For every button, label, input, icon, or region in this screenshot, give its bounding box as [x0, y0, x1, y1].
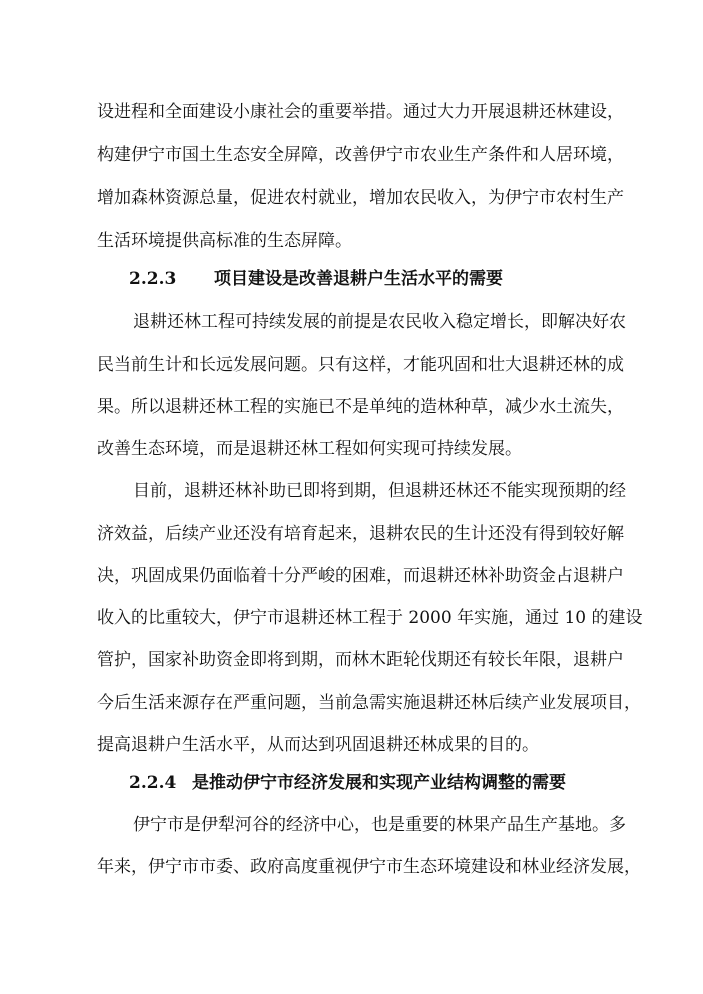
paragraph-3-line-3-text: 决，巩固成果仍面临着十分严峻的困难，而退耕还林补助资金占退耕户 [97, 566, 624, 586]
paragraph-1-line-4-text: 生活环境提供高标准的生态屏障。 [97, 231, 352, 251]
paragraph-3-line-4-text: 收入的比重较大，伊宁市退耕还林工程于 2000 年实施，通过 10 的建设 [97, 608, 643, 628]
paragraph-2-line-3 [0, 394, 703, 420]
paragraph-3-line-5 [0, 647, 703, 673]
paragraph-3-line-7 [0, 732, 703, 758]
paragraph-2-line-2-text: 民当前生计和长远发展问题。只有这样，才能巩固和壮大退耕还林的成 [97, 355, 624, 375]
paragraph-4-line-1-text: 伊宁市是伊犁河谷的经济中心，也是重要的林果产品生产基地。多 [133, 815, 626, 835]
section-number: 2.2.3 [129, 269, 177, 289]
section-heading-2-2-4 [0, 770, 703, 796]
section-heading-2-2-3 [0, 266, 703, 292]
paragraph-3-line-2 [0, 521, 703, 547]
paragraph-3-line-6-text: 今后生活来源存在严重问题，当前急需实施退耕还林后续产业发展项目， [97, 693, 641, 713]
paragraph-2-line-3-text: 果。所以退耕还林工程的实施已不是单纯的造林种草，减少水土流失， [97, 397, 624, 417]
paragraph-4-line-2-text: 年来，伊宁市市委、政府高度重视伊宁市生态环境建设和林业经济发展， [97, 857, 641, 877]
paragraph-1-line-2-text: 构建伊宁市国土生态安全屏障，改善伊宁市农业生产条件和人居环境， [97, 145, 624, 165]
paragraph-2-line-2 [0, 352, 703, 378]
paragraph-4-line-2 [0, 854, 703, 880]
paragraph-1-line-3 [0, 185, 703, 211]
section-title: 是推动伊宁市经济发展和实现产业结构调整的需要 [192, 773, 566, 793]
paragraph-2-line-1-text: 退耕还林工程可持续发展的前提是农民收入稳定增长，即解决好农 [133, 312, 626, 332]
paragraph-1-line-3-text: 增加森林资源总量，促进农村就业，增加农民收入，为伊宁市农村生产 [97, 188, 624, 208]
section-title: 项目建设是改善退耕户生活水平的需要 [214, 269, 503, 289]
paragraph-2-line-4 [0, 436, 703, 462]
paragraph-1-line-1 [0, 99, 703, 125]
paragraph-3-line-1 [0, 478, 703, 504]
paragraph-1-line-1-text: 设进程和全面建设小康社会的重要举措。通过大力开展退耕还林建设， [97, 102, 624, 122]
paragraph-2-line-4-text: 改善生态环境，而是退耕还林工程如何实现可持续发展。 [97, 439, 522, 459]
paragraph-2-line-1 [0, 309, 703, 335]
section-number: 2.2.4 [129, 773, 177, 793]
paragraph-3-line-2-text: 济效益，后续产业还没有培育起来，退耕农民的生计还没有得到较好解 [97, 524, 624, 544]
paragraph-3-line-6 [0, 690, 703, 716]
paragraph-1-line-4 [0, 228, 703, 254]
paragraph-3-line-1-text: 目前，退耕还林补助已即将到期，但退耕还林还不能实现预期的经 [133, 481, 626, 501]
paragraph-3-line-3 [0, 563, 703, 589]
paragraph-1-line-2 [0, 142, 703, 168]
paragraph-3-line-4 [0, 605, 703, 631]
paragraph-3-line-7-text: 提高退耕户生活水平，从而达到巩固退耕还林成果的目的。 [97, 735, 539, 755]
paragraph-3-line-5-text: 管护，国家补助资金即将到期，而林木距轮伐期还有较长年限，退耕户 [97, 650, 624, 670]
paragraph-4-line-1 [0, 812, 703, 838]
